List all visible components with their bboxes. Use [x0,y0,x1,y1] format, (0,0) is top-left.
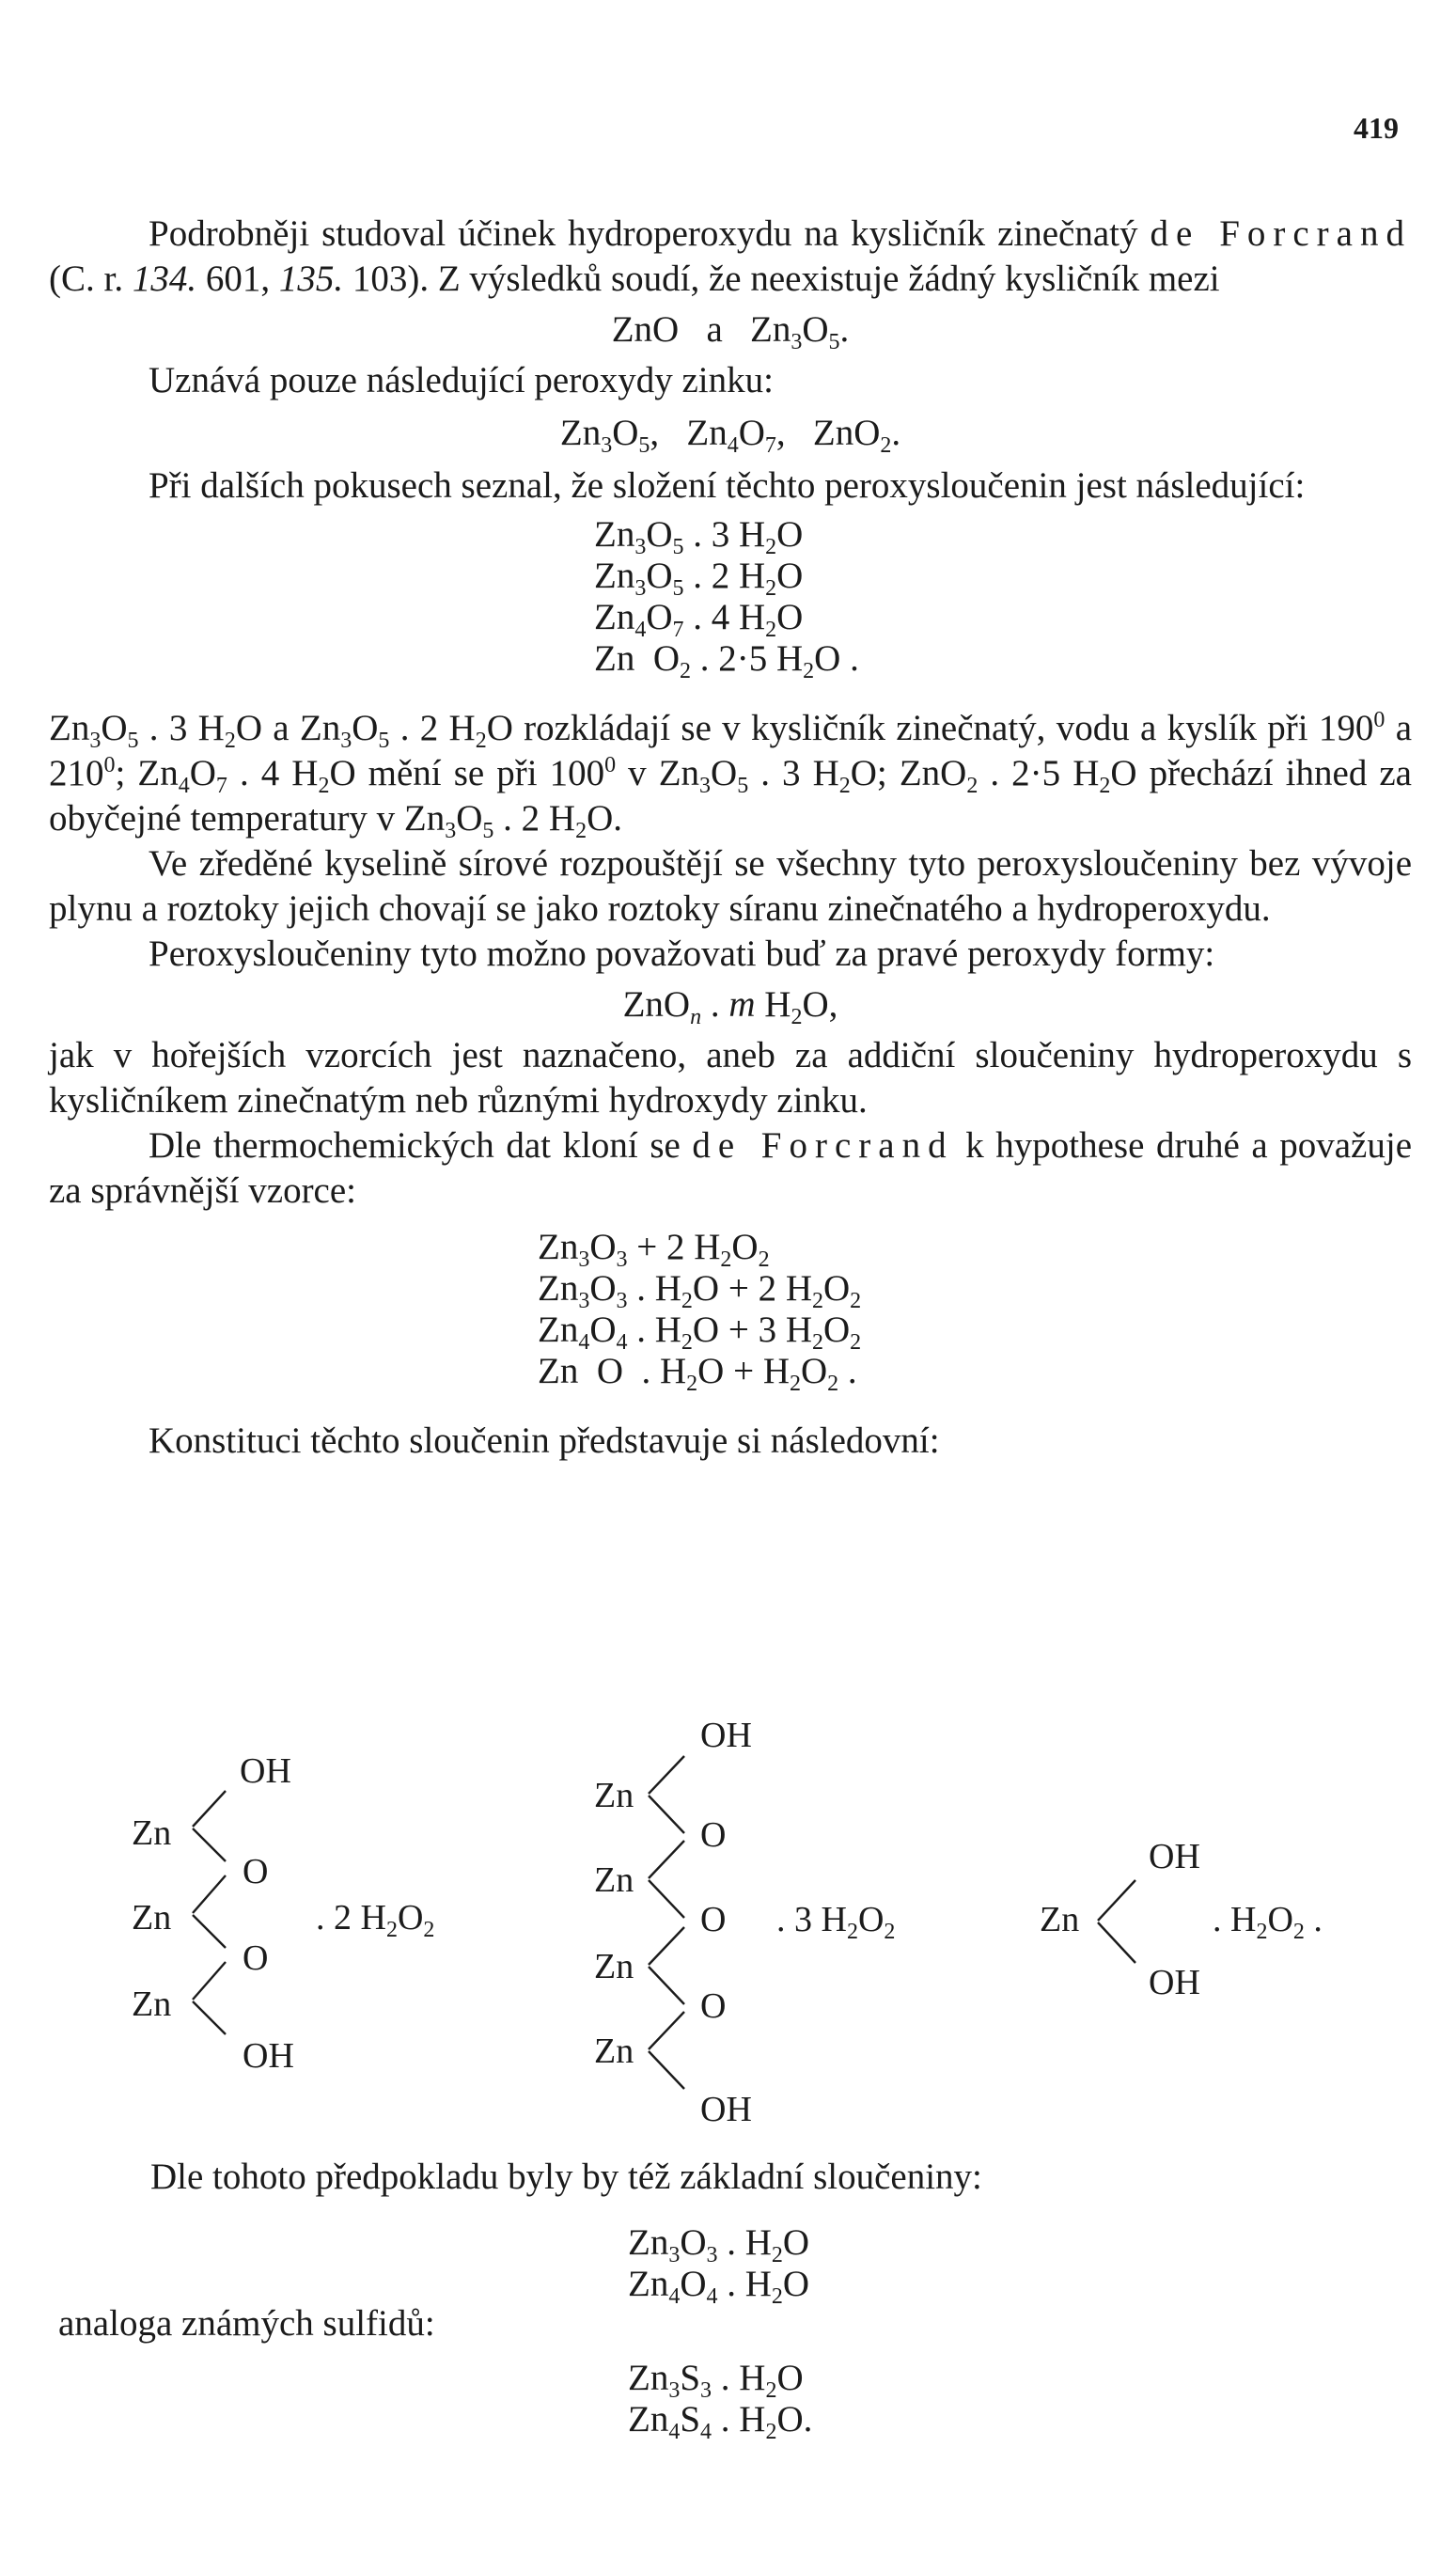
paragraph-decomposition: $Zn_3O_5$ . 3 $H_2O$ a $Zn_3O_5$ . 2 $H_2O$ rozkládají se v kysličník zinečnatý, vodu a kyslík při $190^0$ a $210^0$; $Zn_4O_7$ . 4 $H_2O$ mění se při $100^0$ v $Zn_3O_5$ . 3 $H_2O$; ZnO$_2$ . 2·5 $H_2O$ přechází ihned za obyčejné temperatury v $Zn_3O_5$ . 2 $H_2O$. [49,708,1412,843]
formula-and: a [706,309,723,350]
formula-row: $Zn_3O_3$ . $H_2O + 2$ $H_2O_2$ [538,1268,862,1313]
s1-o-1: O [243,1852,269,1891]
s2-zn-4: Zn [594,2032,634,2071]
thermo-text-a: Dle thermochemických dat kloní se [149,1125,681,1166]
formula-row: $Zn_4O_7$ . 4 $H_2O$ [594,597,804,642]
formula-zno: ZnO [611,309,680,350]
s1-h2o2: . 2 $H_2O_2$ [316,1898,435,1942]
s2-zn-3: Zn [594,1947,634,1986]
thermo-text-b: k hypothese druhé a považuje za správnější vzorce: [49,1125,1413,1211]
page-number: 419 [1354,111,1399,145]
s3-h2o2: . $H_2O_2$ . [1213,1900,1323,1944]
reference-close: 103). Z výsledků soudí, že neexistuje žádný kysličník mezi [352,259,1220,299]
formula-row: Zn O . $H_2O + H_2O_2$ . [538,1351,857,1396]
formula-sulfide-2: $Zn_4S_4$ . $H_2O$. [628,2399,813,2444]
author-name-2: de Forcrand [692,1125,954,1166]
s2-oh-bottom: OH [700,2090,752,2129]
s2-zn-2: Zn [594,1860,634,1900]
formula-zn3o5: $Zn_3O_5$. [750,309,850,354]
formula-basic-2: $Zn_4O_4$ . $H_2O$ [628,2264,810,2309]
reference-page-1: 601, [205,259,271,299]
paragraph-composition: Při dalších pokusech seznal, že složení těchto peroxysloučenin jest následující: [149,465,1306,506]
s2-o-3: O [700,1986,727,2026]
s1-o-2: O [243,1938,269,1978]
paragraph-constitution: Konstituci těchto sloučenin představuje si následovní: [149,1420,940,1461]
s2-o-2: O [700,1900,727,1939]
s1-zn-3: Zn [132,1985,172,2024]
s3-oh-bottom: OH [1149,1963,1200,2002]
paragraph-addition: jak v hořejších vzorcích jest naznačeno, aneb za addiční sloučeniny hydroperoxydu s kysličníkem zinečnatým neb různými hydroxydy zinku. [49,1035,1412,1121]
s3-oh-top: OH [1149,1837,1200,1876]
s1-zn-2: Zn [132,1898,172,1938]
paragraph-basic-compounds: Dle tohoto předpokladu byly by též základní sloučeniny: [150,2157,982,2197]
s1-oh-top: OH [240,1751,291,1791]
formula-peroxide-list: $Zn_3O_5$, $Zn_4O_7$, ZnO$_2$. [559,413,901,458]
s2-h2o2: . 3 $H_2O_2$ [776,1900,896,1944]
s1-oh-bottom: OH [243,2036,294,2076]
s2-zn-1: Zn [594,1776,634,1815]
formula-basic-1: $Zn_3O_3$ . $H_2O$ [628,2222,810,2267]
reference-volume-1: 134. [132,259,197,299]
formula-sulfide-1: $Zn_3S_3$ . $H_2O$ [628,2358,804,2403]
formula-row: $Zn_3O_3 + 2$ $H_2O_2$ [538,1227,770,1272]
s2-oh-top: OH [700,1716,752,1755]
reference-volume-2: 135. [278,259,344,299]
formula-row: $Zn_3O_5$ . 3 $H_2O$ [594,514,804,559]
reference-open: (C. r. [49,259,124,299]
paragraph-peroxides: Uznává pouze následující peroxydy zinku: [149,360,774,400]
formula-row: Zn $O_2$ . 2·5 $H_2O$ . [594,638,859,683]
formula-row: $Zn_3O_5$ . 2 $H_2O$ [594,556,804,601]
formula-general: ZnO$_n$ . m $H_2O$, [622,984,838,1029]
s2-o-1: O [700,1815,727,1855]
s3-zn: Zn [1040,1900,1080,1939]
paragraph-dilute-acid: Ve zředěné kyselině sírové rozpouštějí se všechny tyto peroxysloučeniny bez vývoje plynu a roztoky jejich chovají se jako roztoky síranu zinečnatého a hydroperoxydu. [49,843,1412,929]
formula-row: $Zn_4O_4$ . $H_2O + 3$ $H_2O_2$ [538,1310,862,1355]
paragraph-sulfides: analoga známých sulfidů: [58,2303,435,2344]
author-name: de Forcrand [1150,213,1412,254]
paragraph-forms: Peroxysloučeniny tyto možno považovati buď za pravé peroxydy formy: [149,933,1215,974]
intro-text: Podrobněji studoval účinek hydroperoxydu na kysličník zinečnatý [149,213,1138,254]
s1-zn-1: Zn [132,1813,172,1853]
